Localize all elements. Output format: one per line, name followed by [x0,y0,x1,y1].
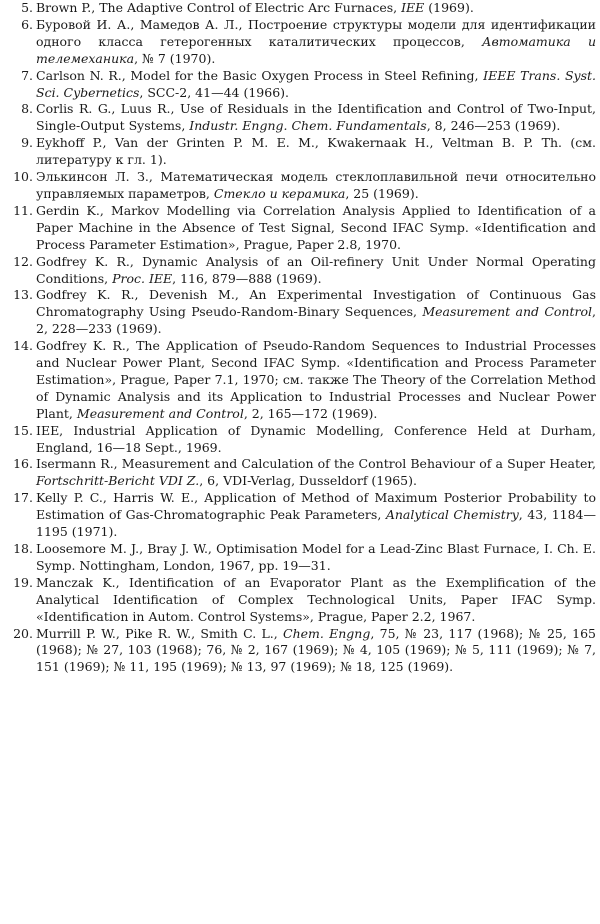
reference-item [3,456,596,490]
reference-number: 7. [21,67,33,83]
reference-number: 11. [13,202,33,218]
reference-item [3,626,596,677]
reference-text: Carlson N. R., Model for the Basic Oxygen Process in Steel Refining, IEEE Trans. Syst. Sci. Cybernetics, SCC-2, 41—44 (1966). [36,67,596,100]
reference-item [3,541,596,575]
reference-item [3,17,596,68]
reference-text: IEE, Industrial Application of Dynamic Modelling, Conference Held at Durham, England, 16—18 Sept., 1969. [36,422,596,455]
reference-list [3,0,596,676]
reference-text: Corlis R. G., Luus R., Use of Residuals in the Identification and Control of Two-Input, Single-Output Systems, Industr. Engng. Chem. Fundamentals, 8, 246—253 (1969). [36,101,596,134]
reference-text: Gerdin K., Markov Modelling via Correlation Analysis Applied to Identification of a Paper Machine in the Absence of Test Signal, Second IFAC Symp. «Identification and Process Parameter Estimation», Prague, Paper 2.8, 1970. [36,202,596,252]
reference-text: Brown P., The Adaptive Control of Electric Arc Furnaces, IEE (1969). [36,0,474,15]
reference-text: Godfrey K. R., Dynamic Analysis of an Oil-refinery Unit Under Normal Operating Conditions, Proc. IEE, 116, 879—888 (1969). [36,253,596,286]
reference-item [3,338,596,423]
reference-item [3,287,596,338]
reference-text: Буровой И. А., Мамедов А. Л., Построение структуры модели для идентификации одного класса гетерогенных каталитических процессов, Автоматика и телемеханика, № 7 (1970). [36,16,596,66]
reference-number: 5. [21,0,33,15]
reference-number: 17. [13,490,33,506]
reference-number: 8. [21,101,33,117]
reference-text: Manczak K., Identification of an Evaporator Plant as the Exemplification of the Analytical Identification of Complex Technological Units, Paper IFAC Symp. «Identification in Autom. Control Systems», Prague, Paper 2.2, 1967. [36,574,596,624]
reference-item [3,0,596,17]
reference-text: Isermann R., Measurement and Calculation of the Control Behaviour of a Super Heater, Fortschritt-Bericht VDI Z., 6, VDI-Verlag, Dusseldorf (1965). [36,456,596,489]
reference-number: 9. [21,135,33,151]
reference-item [3,423,596,457]
reference-text: Элькинсон Л. З., Математическая модель стеклоплавильной печи относительно управляемых параметров, Стекло и керамика, 25 (1969). [36,169,596,201]
reference-item [3,135,596,169]
reference-text: Godfrey K. R., Devenish M., An Experimental Investigation of Continuous Gas Chromatography Using Pseudo-Random-Binary Sequences, Measurement and Control, 2, 228—233 (1969). [36,287,596,337]
reference-number: 16. [13,456,33,472]
reference-number: 20. [13,625,33,641]
reference-item [3,490,596,541]
reference-item [3,575,596,626]
reference-text: Eykhoff P., Van der Grinten P. M. E. M., Kwakernaak H., Veltman B. P. Th. (см. литературу к гл. 1). [36,135,596,168]
reference-item [3,68,596,102]
reference-text: Godfrey K. R., The Application of Pseudo-Random Sequences to Industrial Processes and Nuclear Power Plant, Second IFAC Symp. «Identification and Process Parameter Estimation», Prague, Paper 7.1, 1970; см. также The Theory of the Correlation Method of Dynamic Analysis and its Application to Industrial Processes and Nuclear Power Plant, Measurement and Control, 2, 165—172 (1969). [36,338,596,421]
reference-number: 18. [13,541,33,556]
reference-number: 10. [13,169,33,185]
reference-number: 14. [13,338,33,354]
reference-text: Murrill P. W., Pike R. W., Smith C. L., Chem. Engng, 75, № 23, 117 (1968); № 25, 165 (1968); № 27, 103 (1968); 76, № 2, 167 (1969); № 4, 105 (1969); № 5, 111 (1969); № 7, 151 (1969); № 11, 195 (1969); № 13, 97 (1969); № 18, 125 (1969). [36,625,596,675]
reference-number: 12. [13,253,33,269]
reference-number: 13. [13,287,33,303]
reference-item [3,254,596,288]
reference-item [3,203,596,254]
reference-text: Kelly P. C., Harris W. E., Application of Method of Maximum Posterior Probability to Estimation of Gas-Chromatographic Peak Parameters, Analytical Chemistry, 43, 1184—1195 (1971). [36,490,597,540]
reference-text: Loosemore M. J., Bray J. W., Optimisation Model for a Lead-Zinc Blast Furnace, I. Ch. E. Symp. Nottingham, London, 1967, pp. 19—31. [36,541,596,573]
reference-number: 15. [13,422,33,438]
reference-item [3,169,596,203]
reference-number: 19. [13,574,33,590]
reference-item [3,101,596,135]
reference-number: 6. [21,16,33,32]
